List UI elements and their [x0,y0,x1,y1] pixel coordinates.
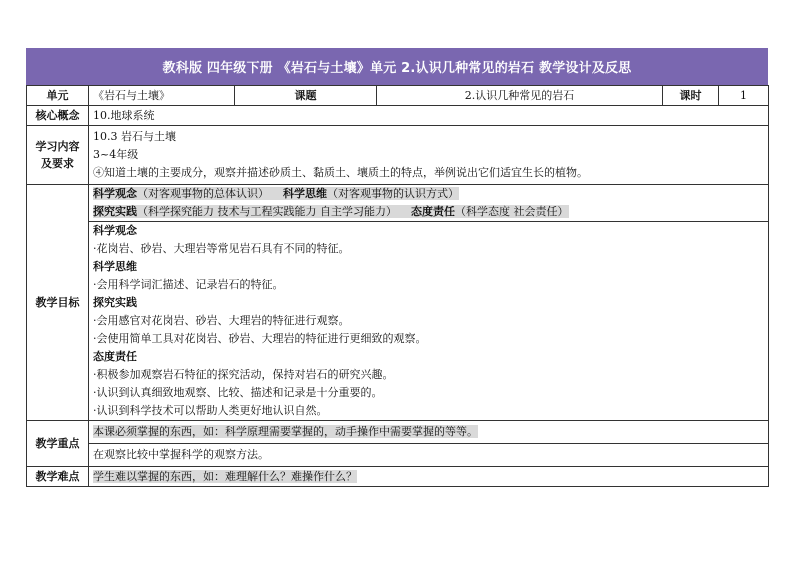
document-title: 教科版 四年级下册 《岩石与土壤》单元 2.认识几种常见的岩石 教学设计及反思 [26,48,768,85]
difficulties-value [89,467,769,487]
unit-label: 单元 [27,86,89,106]
attitude-responsibility-heading: 态度责任 [411,205,455,218]
topic-label: 课题 [235,86,377,106]
content-requirements-value [89,126,769,185]
content-line: ④知道土壤的主要成分，观察并描述砂质土、黏质土、壤质土的特点，举例说出它们适宜生长的植物。 [93,166,588,179]
objective-item: ·认识到认真细致地观察、比较、描述和记录是十分重要的。 [93,386,383,399]
objective-item: ·会使用简单工具对花岗岩、砂岩、大理岩的特征进行更细致的观察。 [93,332,427,345]
hours-value: 1 [719,86,769,106]
objectives-summary-line2 [93,203,764,221]
objective-section-title: 科学思维 [93,260,137,273]
objective-section-title: 态度责任 [93,350,137,363]
lesson-plan-table [26,85,769,487]
content-requirements-label [27,126,89,185]
core-concept-row [27,106,769,126]
objectives-label: 教学目标 [27,185,89,421]
objectives-summary-highlight [93,187,459,200]
core-concept-label: 核心概念 [27,106,89,126]
objective-section-title: 探究实践 [93,296,137,309]
content-label-line2: 及要求 [41,157,74,170]
key-points-hint: 本课必须掌握的东西，如：科学原理需要掌握的，动手操作中需要掌握的等等。 [93,425,478,438]
key-points-hint-line [93,421,764,443]
topic-value: 2.认识几种常见的岩石 [377,86,663,106]
content-line: 10.3 岩石与土壤 [93,130,176,143]
difficulties-label: 教学难点 [27,467,89,487]
lesson-plan-document [26,48,768,487]
key-points-text: 在观察比较中掌握科学的观察方法。 [93,448,269,461]
objective-item: ·花岗岩、砂岩、大理岩等常见岩石具有不同的特征。 [93,242,350,255]
objective-item: ·会用感官对花岗岩、砂岩、大理岩的特征进行观察。 [93,314,350,327]
inquiry-practice-desc: （科学探究能力 技术与工程实践能力 自主学习能力） [137,205,397,218]
unit-value: 《岩石与土壤》 [89,86,235,106]
content-requirements-row [27,126,769,185]
attitude-responsibility-desc: （科学态度 社会责任） [455,205,569,218]
science-thinking-desc: （对客观事物的认识方式） [327,187,459,200]
objectives-summary-line1 [93,185,764,203]
hours-label: 课时 [663,86,719,106]
objectives-row [27,185,769,421]
difficulties-row [27,467,769,487]
science-concept-desc: （对客观事物的总体认识） [137,187,269,200]
key-points-value [89,421,769,467]
content-label-line1: 学习内容 [35,140,80,153]
science-concept-heading: 科学观念 [93,187,137,200]
difficulties-hint: 学生难以掌握的东西，如：难理解什么？难操作什么？ [93,470,357,483]
content-line: 3~4年级 [93,148,139,161]
key-points-row [27,421,769,467]
science-thinking-heading: 科学思维 [283,187,327,200]
unit-row [27,86,769,106]
core-concept-value: 10.地球系统 [89,106,769,126]
objective-item: ·认识到科学技术可以帮助人类更好地认识自然。 [93,404,328,417]
objective-item: ·积极参加观察岩石特征的探究活动，保持对岩石的研究兴趣。 [93,368,394,381]
objectives-summary-highlight [93,205,569,218]
key-points-label: 教学重点 [27,421,89,467]
objective-section-title: 科学观念 [93,224,137,237]
objectives-value [89,185,769,421]
inquiry-practice-heading: 探究实践 [93,205,137,218]
objective-item: ·会用科学词汇描述、记录岩石的特征。 [93,278,284,291]
